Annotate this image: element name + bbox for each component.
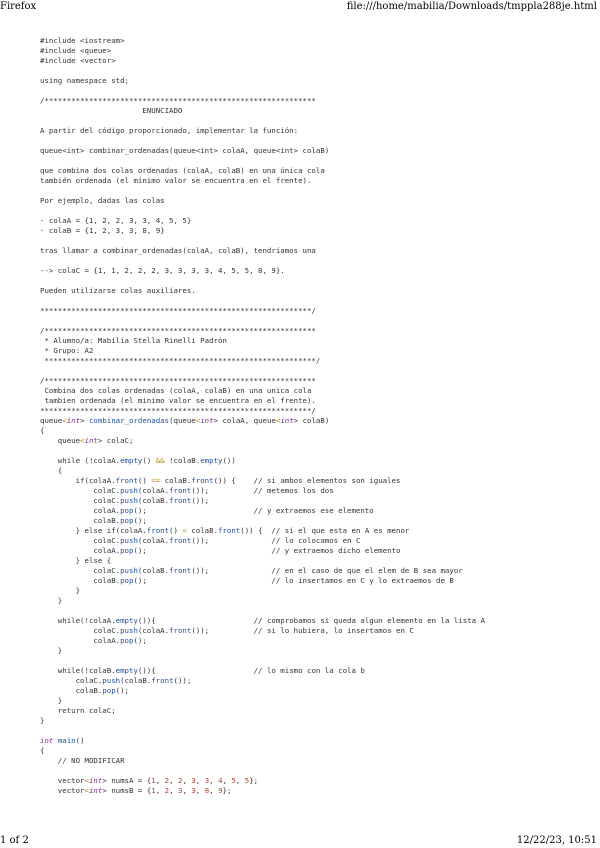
- code-line: · colaA = {1, 2, 2, 3, 3, 4, 5, 5}: [40, 216, 192, 225]
- code-line: {: [40, 426, 45, 435]
- code-line: colaA.pop(); // y extraemos ese elemento: [40, 506, 374, 515]
- code-line: colaB.pop();: [40, 686, 130, 695]
- code-line: // NO MODIFICAR: [40, 756, 125, 765]
- code-line: /*************************************************************: [40, 376, 316, 385]
- code-line: while(!colaB.empty()){ // lo mismo con la cola b: [40, 666, 365, 675]
- code-line: tambien ordenada (el minimo valor se encuentra en el frente).: [40, 396, 316, 405]
- code-line: que combina dos colas ordenadas (colaA, colaB) en una única cola: [40, 166, 325, 175]
- code-line: ENUNCIADO: [40, 106, 183, 115]
- code-line: colaB.pop();: [40, 516, 147, 525]
- code-line: } else {: [40, 556, 112, 565]
- code-line: A partir del código proporcionado, implementar la función:: [40, 126, 299, 135]
- code-line: #include <iostream>: [40, 36, 125, 45]
- code-line: colaC.push(colaB.front()); // en el caso de que el elem de B sea mayor: [40, 566, 463, 575]
- code-line: colaC.push(colaA.front()); // metemos los dos: [40, 486, 334, 495]
- code-line: colaC.push(colaA.front()); // lo colocamos en C: [40, 536, 361, 545]
- code-line: int main(): [40, 736, 85, 745]
- code-line: Por ejemplo, dadas las colas: [40, 196, 165, 205]
- code-line: colaB.pop(); // lo insertamos en C y lo extraemos de B: [40, 576, 454, 585]
- code-line: queue<int> combinar_ordenadas(queue<int> colaA, queue<int> colaB): [40, 146, 330, 155]
- code-line: * Grupo: A2: [40, 346, 94, 355]
- code-line: tras llamar a combinar_ordenadas(colaA, colaB), tendríamos una: [40, 246, 316, 255]
- code-line: if(colaA.front() == colaB.front()) { // si ambos elementos son iguales: [40, 476, 401, 485]
- code-line: Combina dos colas ordenadas (colaA, colaB) en una unica cola: [40, 386, 312, 395]
- code-line: } else if(colaA.front() < colaB.front()) { // si el que esta en A es menor: [40, 526, 410, 535]
- code-line: }: [40, 596, 63, 605]
- code-line: *************************************************************/: [40, 406, 316, 415]
- code-line: colaA.pop();: [40, 636, 147, 645]
- code-line: vector<int> numsA = {1, 2, 2, 3, 3, 4, 5, 5};: [40, 776, 259, 785]
- print-timestamp: 12/22/23, 10:51: [516, 835, 597, 846]
- code-line: return colaC;: [40, 706, 116, 715]
- page-indicator: 1 of 2: [0, 835, 29, 846]
- code-line: while (!colaA.empty() && !colaB.empty()): [40, 456, 236, 465]
- source-code-block: [40, 36, 485, 796]
- code-line: using namespace std;: [40, 76, 129, 85]
- code-line: /*************************************************************: [40, 96, 316, 105]
- code-line: colaC.push(colaA.front()); // si lo hubiera, lo insertamos en C: [40, 626, 414, 635]
- code-line: #include <queue>: [40, 46, 112, 55]
- code-line: colaC.push(colaB.front());: [40, 496, 210, 505]
- code-line: *************************************************************/: [40, 356, 321, 365]
- code-line: }: [40, 716, 45, 725]
- code-line: *************************************************************/: [40, 306, 316, 315]
- code-line: /*************************************************************: [40, 326, 316, 335]
- code-line: #include <vector>: [40, 56, 116, 65]
- code-line: vector<int> numsB = {1, 2, 3, 3, 8, 9};: [40, 786, 232, 795]
- code-line: queue<int> combinar_ordenadas(queue<int> colaA, queue<int> colaB): [40, 416, 330, 425]
- code-line: colaA.pop(); // y extraemos dicho elemento: [40, 546, 401, 555]
- code-line: queue<int> colaC;: [40, 436, 134, 445]
- code-line: * Alumno/a: Mabilia Stella Rinelli Padrón: [40, 336, 227, 345]
- file-url: file:///home/mabilia/Downloads/tmppla288je.html: [346, 1, 597, 12]
- code-line: {: [40, 746, 45, 755]
- code-line: while(!colaA.empty()){ // comprobamos si queda algun elemento en la lista A: [40, 616, 485, 625]
- code-line: }: [40, 646, 63, 655]
- code-line: --> colaC = {1, 1, 2, 2, 2, 3, 3, 3, 3, 4, 5, 5, 8, 9}.: [40, 266, 285, 275]
- code-line: también ordenada (el mínimo valor se encuentra en el frente).: [40, 176, 312, 185]
- code-line: · colaB = {1, 2, 3, 3, 8, 9}: [40, 226, 165, 235]
- browser-app-name: Firefox: [0, 1, 37, 12]
- code-line: }: [40, 696, 63, 705]
- code-line: Pueden utilizarse colas auxiliares.: [40, 286, 196, 295]
- code-line: {: [40, 466, 63, 475]
- code-line: colaC.push(colaB.front());: [40, 676, 192, 685]
- code-line: }: [40, 586, 81, 595]
